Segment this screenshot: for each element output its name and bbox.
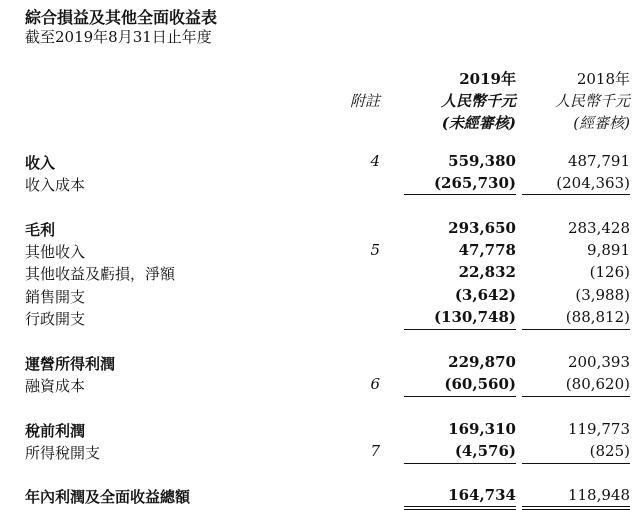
row-value-2018: (825) <box>589 442 630 460</box>
row-value-2019: 229,870 <box>448 353 516 371</box>
row-value-2019: 169,310 <box>448 420 516 438</box>
col-2018-unit: 人民幣千元 <box>554 92 630 110</box>
row-label: 其他收益及虧損，淨額 <box>25 265 176 283</box>
total-double-rule-2018-bottom <box>522 509 630 510</box>
row-value-2018: (80,620) <box>565 375 630 393</box>
row-note: 5 <box>370 241 380 259</box>
row-label: 所得稅開支 <box>25 444 101 462</box>
row-value-2019: (60,560) <box>444 375 516 393</box>
row-value-2019: (130,748) <box>433 308 516 326</box>
statement-period: 截至2019年8月31日止年度 <box>25 28 212 46</box>
row-value-2019: 559,380 <box>448 152 516 170</box>
subtotal-rule-2019 <box>404 463 516 464</box>
row-label: 毛利 <box>25 221 56 239</box>
col-2019-year: 2019年 <box>459 70 516 88</box>
row-label: 收入 <box>25 154 56 172</box>
total-double-rule-2019-top <box>404 506 516 507</box>
subtotal-rule-2018 <box>522 396 630 397</box>
statement-title: 綜合損益及其他全面收益表 <box>25 8 218 27</box>
subtotal-rule-2019 <box>404 194 516 195</box>
row-label: 融資成本 <box>25 377 86 395</box>
row-note: 6 <box>370 375 380 393</box>
row-value-2018: (126) <box>589 263 630 281</box>
col-2018-status: (經審核) <box>573 114 630 132</box>
row-label: 行政開支 <box>25 310 86 328</box>
subtotal-rule-2018 <box>522 194 630 195</box>
row-note: 7 <box>370 442 380 460</box>
row-value-2018: 9,891 <box>587 241 630 259</box>
row-note: 4 <box>370 152 380 170</box>
row-value-2019: (265,730) <box>433 174 516 192</box>
total-double-rule-2018-top <box>522 506 630 507</box>
row-value-2018: 487,791 <box>567 152 630 170</box>
row-value-2018: 118,948 <box>567 486 630 504</box>
row-label: 運營所得利潤 <box>25 355 116 373</box>
row-value-2019: (3,642) <box>454 286 516 304</box>
row-label: 年內利潤及全面收益總額 <box>25 488 191 506</box>
row-label: 其他收入 <box>25 243 86 261</box>
row-value-2019: 47,778 <box>458 241 516 259</box>
row-value-2018: (204,363) <box>556 174 630 192</box>
subtotal-rule-2019 <box>404 329 516 330</box>
subtotal-rule-2018 <box>522 329 630 330</box>
subtotal-rule-2019 <box>404 396 516 397</box>
row-value-2018: (3,988) <box>575 286 630 304</box>
row-label: 收入成本 <box>25 176 86 194</box>
total-double-rule-2019-bottom <box>404 509 516 510</box>
row-value-2018: (88,812) <box>565 308 630 326</box>
col-2019-unit: 人民幣千元 <box>440 92 516 110</box>
row-value-2019: 22,832 <box>458 263 516 281</box>
col-2018-year: 2018年 <box>576 70 630 88</box>
row-value-2018: 200,393 <box>567 353 630 371</box>
row-value-2018: 283,428 <box>567 219 630 237</box>
row-value-2019: 293,650 <box>448 219 516 237</box>
row-value-2019: 164,734 <box>448 486 516 504</box>
col-2019-status: (未經審核) <box>441 114 516 132</box>
note-column-header: 附註 <box>349 92 380 110</box>
row-label: 稅前利潤 <box>25 422 86 440</box>
subtotal-rule-2018 <box>522 463 630 464</box>
row-value-2018: 119,773 <box>567 420 630 438</box>
row-label: 銷售開支 <box>25 288 86 306</box>
row-value-2019: (4,576) <box>454 442 516 460</box>
